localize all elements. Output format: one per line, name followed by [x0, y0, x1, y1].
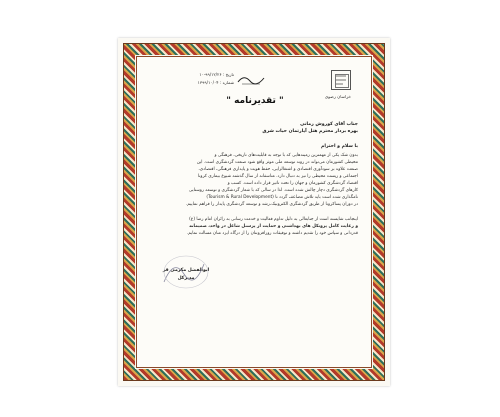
basmala-calligraphy-icon — [236, 72, 266, 86]
page-title: " تقدیرنامه " — [226, 96, 284, 106]
number-label: شماره : ۱۳۹۹/۱۰/۰۴ — [197, 80, 234, 85]
body-line: (Tourism & Rural Development) نامگذاری شده است باید تلاش مضاعف گردد تا — [206, 195, 358, 200]
body-line: محیطی کشورمان می‌تواند در روند توسعه ملی موثر واقع شود صنعت گردشگری است. این — [196, 160, 358, 165]
ministry-emblem-icon — [331, 70, 351, 90]
emblem-mark — [332, 71, 350, 89]
recipient-name: جناب آقای کوروش زمانی — [300, 122, 358, 127]
body-line: صنعت علاوه بر سودآوری اقتصادی و اشتغالزایی، حفظ هویت و پایداری فرهنگی، اقتصادی، — [198, 167, 358, 172]
body-line: اجتماعی و زیست محیطی را نیز به دنبال دارد. متاسفانه از سال گذشته شیوع بیماری کرونا — [197, 174, 358, 179]
closing-line: اینجانب شایسته است از جنابعالی به دلیل تداوم فعالیت و خدمت رسانی به زائران امام رضا (ع) — [189, 217, 358, 222]
closing-line-highlight: و رعایت کامل پروتکل های بهداشتی و حمایت از پرسنل شاغل در واحد، صمیمانه — [189, 224, 358, 229]
org-region: خراسان رضوی — [324, 94, 352, 99]
closing-line: قدردانی و سپاس خود را تقدیم داشته و توفیقات روزافزونتان را از درگاه ایزد منان مسالت نمایم. — [186, 231, 358, 236]
signatory-position: مدیرکل — [177, 276, 195, 281]
body-line: در دوران پساکرونا از طریق گردشگری الکترونیک،رشد و توسعه گردشگری پایدار را فراهم نماییم. — [185, 202, 358, 207]
recipient-title: بهره بردار محترم هتل آپارتمان حیات شرق — [262, 129, 358, 134]
greeting: با سلام و احترام — [320, 144, 358, 149]
date-label: تاریخ : ۹۹/۱۲/۲۶-۱۰ — [199, 72, 234, 77]
body-line: کارهای گردشگری دچار چالش شده است. لذا در سالی که با شعار گردشگری و توسعه روستایی — [188, 188, 358, 193]
signatory-name: ابوالفضل مکرمی فر — [162, 268, 210, 273]
signature-scribble-icon — [160, 252, 212, 292]
body-line: اقتصاد گردشگری کشورمان و جهان را تحت تاثیر قرار داده است. کسب و — [227, 181, 358, 186]
body-line: بدون شک یکی از مهمترین زمینه‌هایی که با توجه به قابلیت‌های تاریخی، فرهنگی و — [214, 153, 358, 158]
